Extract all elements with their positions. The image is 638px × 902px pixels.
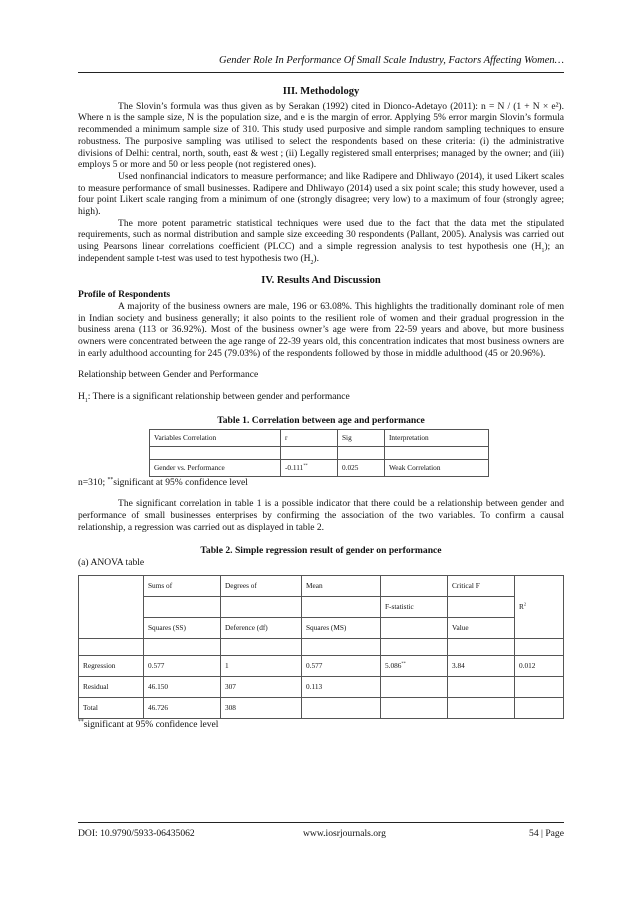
running-header: Gender Role In Performance Of Small Scale Industry, Factors Affecting Women… (219, 55, 564, 66)
header-rule (78, 72, 564, 73)
table-2-header-df-top: Degrees of (221, 575, 302, 596)
table-1-correlation (149, 429, 489, 477)
table-2-cell-label: Total (79, 697, 144, 718)
table-row (150, 429, 489, 446)
table-row (150, 446, 489, 459)
table-2-cell-label: Residual (79, 676, 144, 697)
table-1-header-sig: Sig (338, 429, 385, 446)
table-2-cell-ss: 46.150 (144, 676, 221, 697)
table-2-header-fstat: F-statistic (381, 596, 448, 617)
footer-site: www.iosrjournals.org (303, 828, 386, 839)
table-2-header-critf-bottom: Value (448, 617, 515, 638)
results-heading: IV. Results And Discussion (261, 274, 381, 286)
table-1-cell-r: -0.111** (281, 459, 338, 476)
profile-paragraph: A majority of the business owners are male, 196 or 63.08%. This highlights the traditionally dominant role of men in Indian society and business generally; it also points to the resilient role of women and their gradual progression in the business arena (113 or 36.92%). Most of the business owner’s age were from 22-59 years and above, but more business owners were concentrated between the age range of 22-39 years old, this concentration indicates that most business owners are in early adulthood accounting for 245 (79.03%) of the respondents followed by those in middle adulthood (45 or 20.96%). (78, 300, 564, 359)
table-2-cell-r2: 0.012 (515, 655, 564, 676)
methodology-paragraph-2: Used nonfinancial indicators to measure performance; and like Radipere and Dhliwayo (2014), it used Likert scales to measure performance of small businesses. Radipere and Dhliwayo (2014) used a six point scale; this study however, used a four point Likert scale ranging from a minimum of one (strongly disagree; very low) to a maximum of four (strongly agree; high). (78, 170, 564, 218)
table-2-cell-label: Regression (79, 655, 144, 676)
table-2-cell-ss: 0.577 (144, 655, 221, 676)
table-1-header-r: r (281, 429, 338, 446)
table-row (79, 617, 564, 638)
footer-doi: DOI: 10.9790/5933-06435062 (78, 828, 195, 839)
methodology-heading: III. Methodology (282, 86, 360, 97)
table-2-cell-df: 308 (221, 697, 302, 718)
table-row (150, 459, 489, 476)
table-2-cell-df: 1 (221, 655, 302, 676)
table-2-cell-ss: 46.726 (144, 697, 221, 718)
methodology-paragraph-3: The more potent parametric statistical techniques were used due to the fact that the data met the stipulated requirements, such as normal distribution and sample size exceeding 30 respondents (Pallant, 2005). Analysis was carried out using Pearsons linear correlations coefficient (PLCC) and a simple regression analysis to test hypothesis one $(H_1)$; an independent sample t-test was used to test hypothesis two $(H_2)$. (78, 217, 565, 266)
table-row (79, 638, 564, 655)
table-row (79, 697, 564, 718)
table-1-cell-interpretation: Weak Correlation (385, 459, 489, 476)
profile-heading: Profile of Respondents (78, 289, 171, 301)
table-2-header-mean-bottom: Squares (MS) (302, 617, 381, 638)
table-1-cell-sig: 0.025 (338, 459, 385, 476)
table-1-caption: Table 1. Correlation between age and performance (217, 414, 425, 426)
table-2-note: **significant at 95% confidence level (78, 718, 219, 730)
table-2-subtitle: (a) ANOVA table (78, 557, 145, 569)
table-2-header-r2: $R^2$ (515, 575, 564, 638)
table-2-header-sums-bottom: Squares (SS) (144, 617, 221, 638)
table-2-header-df-bottom: Deference (df) (221, 617, 302, 638)
table-1-note: n=310; **significant at 95% confidence level (78, 476, 248, 488)
hypothesis-1: $H_1$: There is a significant relationship between gender and performance (78, 391, 350, 405)
table-row (79, 676, 564, 697)
table-2-header-critf-top: Critical F (448, 575, 515, 596)
table-row (79, 575, 564, 596)
article-body (78, 86, 564, 731)
footer-page-number: 54 | Page (529, 828, 564, 839)
table-1-header-variables: Variables Correlation (150, 429, 281, 446)
table-2-cell-crit: 3.84 (448, 655, 515, 676)
relationship-label: Relationship between Gender and Performance (78, 369, 259, 381)
table-2-cell-df: 307 (221, 676, 302, 697)
footer-rule (78, 822, 564, 823)
table-2-header-sums-top: Sums of (144, 575, 221, 596)
table-1-header-interpretation: Interpretation (385, 429, 489, 446)
table-2-cell-ms: 0.113 (302, 676, 381, 697)
table-2-header-mean-top: Mean (302, 575, 381, 596)
table-2-caption: Table 2. Simple regression result of gender on performance (200, 545, 442, 557)
methodology-paragraph-1: The Slovin’s formula was thus given as by Serakan (1992) cited in Dionco-Adetayo (2011): n = N / (1 + N × e²). Where n is the sample size, N is the population size, and e is the margin of error. Applying 5% error margin Slovin’s formula recommended a minimum sample size of 310. This study used purposive and simple random sampling techniques to ensure robustness. The purposive sampling was utilised to select the respondents based on these criteria: (i) the administrative divisions of Delhi: central, north, south, east & west ; (ii) Legally registered small enterprises; managed by the owner; and (iii) employs 5 or more and 50 or less people (not registered ones). (78, 100, 564, 171)
table-row (79, 655, 564, 676)
discussion-paragraph: The significant correlation in table 1 is a possible indicator that there could be a relationship between gender and performance of small businesses enterprises by confirming the association of the two variables. To confirm a causal relationship, a regression was carried out as displayed in table 2. (78, 498, 564, 533)
table-2-anova (78, 575, 564, 719)
table-2-cell-f: 5.086** (381, 655, 448, 676)
table-2-cell-ms: 0.577 (302, 655, 381, 676)
table-row (79, 596, 564, 617)
table-1-cell-variables: Gender vs. Performance (150, 459, 281, 476)
